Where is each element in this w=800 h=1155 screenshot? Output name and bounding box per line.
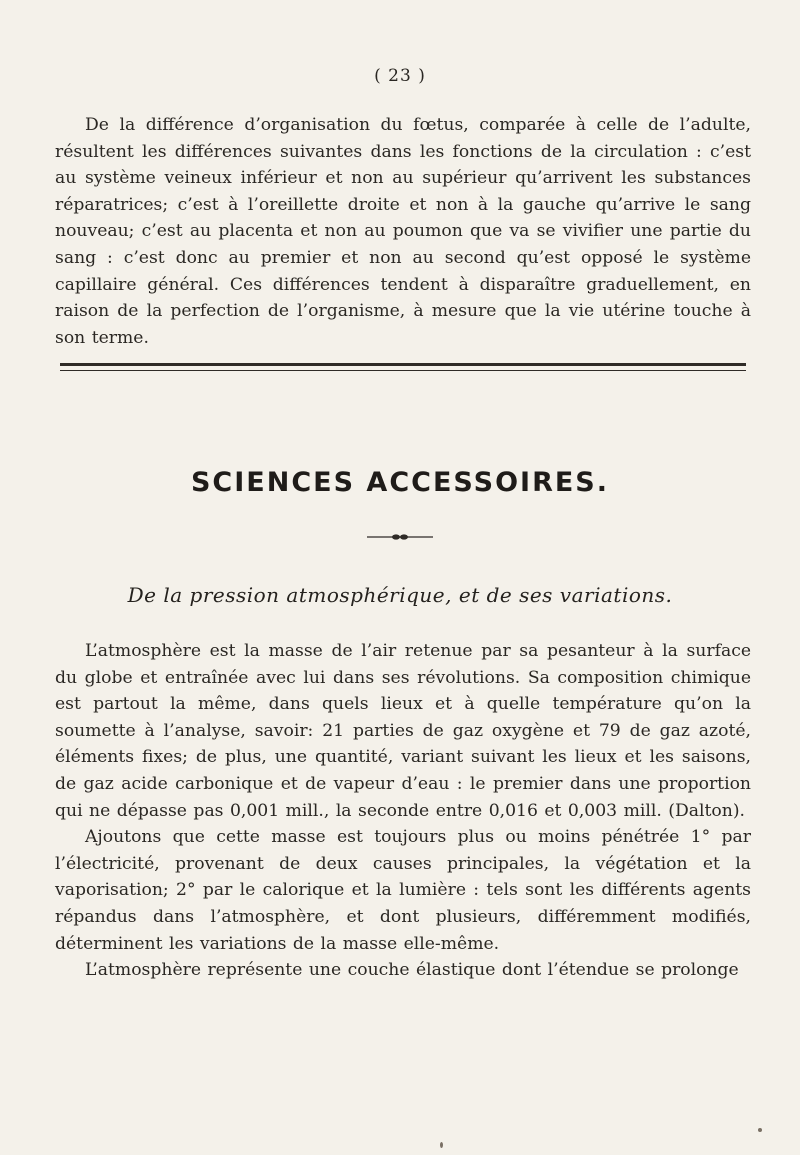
paragraph-elastic-layer: L’atmosphère représente une couche élastique dont l’étendue se prolonge (85, 960, 739, 981)
page-number: ( 23 ) (374, 66, 426, 86)
paragraph-electricity: Ajoutons que cette masse est toujours plus ou moins pénétrée 1° par l’électricité, provenant de deux causes principales, la végétation et la vaporisation; 2° par le calorique et la lumière : tels sont les différents agents répandus dans l’atmosphère, et dont plusieurs, différemment modifiés, déterminent les variations de la masse elle-même. (55, 827, 751, 954)
article-body (55, 638, 751, 984)
section-title: SCIENCES ACCESSOIRES. (190, 467, 610, 498)
margin-speck (758, 1128, 762, 1132)
intro-text-block (55, 112, 751, 351)
section-divider (60, 363, 746, 371)
margin-speck (440, 1142, 443, 1148)
article-subtitle: De la pression atmosphérique, et de ses variations. (127, 583, 673, 607)
ornament-divider (367, 534, 433, 540)
intro-paragraph: De la différence d’organisation du fœtus, comparée à celle de l’adulte, résultent les différences suivantes dans les fonctions de la circulation : c’est au système veineux inférieur et non au supérieur qu’arrivent les substances réparatrices; c’est à l’oreillette droite et non à la gauche qu’arrive le sang nouveau; c’est au placenta et non au poumon que va se vivifier une partie du sang : c’est donc au premier et non au second qu’est opposé le système capillaire général. Ces différences tendent à disparaître graduellement, en raison de la perfection de l’organisme, à mesure que la vie utérine touche à son terme. (55, 115, 751, 348)
paragraph-composition: L’atmosphère est la masse de l’air retenue par sa pesanteur à la surface du globe et entraînée avec lui dans ses révolutions. Sa composition chimique est partout la même, dans quels lieux et à quelle température qu’on la soumette à l’analyse, savoir: 21 parties de gaz oxygène et 79 de gaz azoté, éléments fixes; de plus, une quantité, variant suivant les lieux et les saisons, de gaz acide carbonique et de vapeur d’eau : le premier dans une proportion qui ne dépasse pas 0,001 mill., la seconde entre 0,016 et 0,003 mill. (Dalton). (55, 641, 751, 821)
